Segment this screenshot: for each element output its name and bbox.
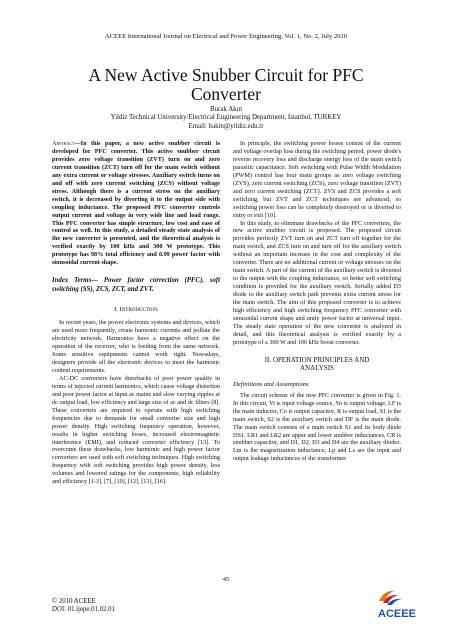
- author-affiliation: Yildiz Technical University/Electrical Engineering Department, Istanbul, TURKEY: [110, 114, 342, 122]
- page-number: 45: [222, 576, 230, 583]
- author-block: [60, 106, 392, 131]
- section-heading-line: ANALYSIS: [300, 364, 334, 373]
- left-column: [52, 140, 220, 486]
- author-name: Burak Akın: [210, 106, 242, 113]
- logo-wordmark: ACEEE: [378, 608, 416, 620]
- aceee-logo-icon: [372, 584, 422, 624]
- journal-header: ACEEE International Journal on Electrical and Power Engineering, Vol. 1, No. 2, July 2010: [104, 33, 348, 40]
- body-paragraph: The circuit scheme of the new PFC converter is given in Fig. 1. In this circuit, Vi is input voltage source, Vo is output voltage, LF is the main inductor, Co is output capacitor, R is output load, S1 is the main switch, S2 is the auxiliary switch and DF is the main diode. The main switch consists of a main switch S1 and its body diode DS1. LR1 and LR2 are upper and lower snubber inductances, CR is snubber capacitor, and D1, D2, D3 and D4 are the auxiliary diodes. Lm is the magnetization inductance; Lp and Ls are the input and output leakage inductances of the transformer: [233, 391, 401, 463]
- section-heading-operation: [233, 356, 401, 373]
- paper-title-line-2: Converter: [191, 84, 261, 104]
- section-heading-line: II. OPERATION PRINCIPLES AND: [264, 355, 370, 364]
- index-terms: [52, 276, 220, 294]
- intro-paragraph: AC-DC converters have drawbacks of poor power quality in terms of injected current harmonics, which cause voltage distortion and poor power factor at input ac mains and slow varying ripples at dc output load, low efficiency and large size of ac and dc filters [8]. These converters are required to operate with high switching frequencies due to demands for small converter size and high power density. High switching frequency operation, however, results in higher switching losses, increased electromagnetic interference (EMI), and reduced converter efficiency [13]. To overcome these drawbacks, low harmonic and high power factor converters are used with soft switching techniques. High switching frequency with soft switching provides high power density, less volumes and lowered ratings for the components, high reliability and efficiency [1-3], [7], [10], [12], [13], [16].: [52, 374, 220, 486]
- subsection-heading: Definitions and Assumptions: [233, 380, 309, 388]
- doi: DOI: 01.ijepe.01.02.01: [52, 606, 115, 614]
- section-heading-introduction: I. Introduction: [114, 306, 158, 314]
- abstract-text: —In this paper, a new active snubber circuit is developed for PFC converter. This active snubber circuit provides zero voltage transition (ZVT) turn on and zero current transition (ZCT) turn off for the main switch without any extra current or voltage stresses. Auxiliary switch turns on and off with zero current switching (ZCS) without voltage stress. Although there is a current stress on the auxiliary switch, it is decreased by diverting it to the output side with coupling inductance. The proposed PFC converter controls output current and voltage in very wide line and load range. This PFC converter has simple structure, low cost and ease of control as well. In this study, a detailed steady state analysis of the new converter is presented, and the theoretical analysis is verified exactly by 100 kHz and 300 W prototype. This prototype has 98% total efficiency and 0.99 power factor with sinusoidal current shape.: [52, 140, 220, 267]
- paper-title-line-1: A New Active Snubber Circuit for PFC: [88, 65, 364, 85]
- abstract-label: Abstract: [52, 140, 75, 147]
- intro-paragraph: In recent years, the power electronic systems and devices, which are used more frequently, create harmonic currents and pollute the electricity network. Harmonics have a negative effect on the operation of the receiver, who is feeding from the same network. Some sensitive equipments cannot work right. Nowadays, designers provide all the electronic devices to meet the harmonic content requirements.: [52, 319, 220, 374]
- right-column: [233, 140, 401, 463]
- paper-title: [60, 66, 392, 104]
- body-paragraph: In this study, to eliminate drawbacks of the PFC converters, the new active snubber circuit is proposed. The proposed circuit provides perfectly ZVT turn on and ZCT turn off together for the main switch, and ZCS turn on and turn off for the auxiliary switch without an important increase in the cost and complexity of the converter. There are no additional current or voltage stresses on the main switch. A part of the current of the auxiliary switch is diverted to the output with the coupling inductance, so better soft switching condition is provided for the auxiliary switch. Serially added D3 diode to the auxiliary switch path prevents extra current stress for the main switch. The aim of this proposed converter is to achieve high efficiency and high switching frequency PFC converter with sinusoidal current shape and unity power factor at universal input. The steady state operation of the new converter is analyzed in detail, and this theoretical analysis is verified exactly by a prototype of a 300 W and 100 kHz boost converter.: [233, 219, 401, 346]
- abstract: [52, 140, 220, 267]
- index-terms-label: Index Terms: [52, 277, 92, 285]
- author-email: Email: bakin@yildiz.edu.tr: [188, 122, 264, 130]
- index-terms-text: — Power factor correction (PFC), soft switching (SS), ZCS, ZCT, and ZVT.: [52, 277, 220, 294]
- footer: [52, 598, 115, 615]
- body-paragraph: In principle, the switching power losses consist of the current and voltage overlap loss during the switching period, power diode's reverse recovery loss and discharge energy loss of the main switch parasitic capacitance. Soft switching with Pulse Width Modulation (PWM) control has four main groups as zero voltage switching (ZVS), zero current switching (ZCS), zero voltage transition (ZVT) and zero current switching (ZCT). ZVS and ZCS provides a soft switching, but ZVT and ZCT techniques are advanced, so switching power loss can be completely destroyed or is diverted to entry or exit [10].: [233, 140, 401, 219]
- copyright: © 2010 ACEEE: [52, 598, 96, 605]
